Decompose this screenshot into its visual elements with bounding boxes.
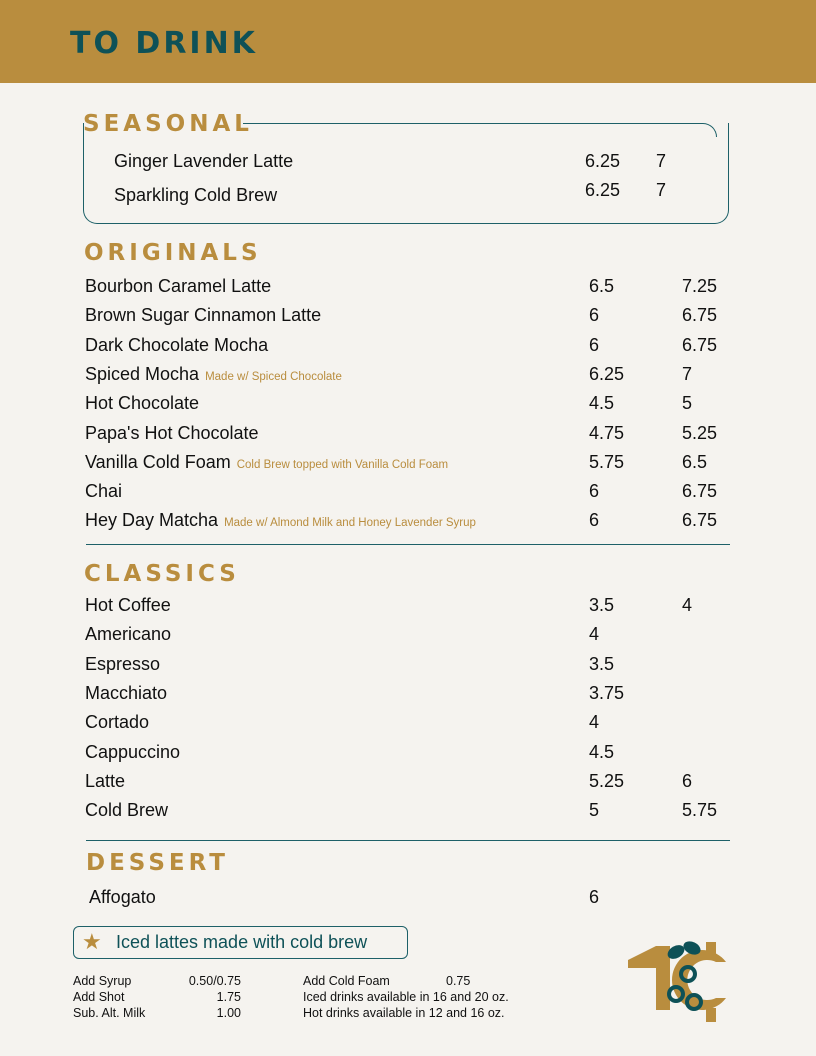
classics-item-price-large: 5.75 — [682, 800, 718, 821]
originals-item — [85, 510, 476, 531]
seasonal-title: SEASONAL — [83, 111, 253, 137]
originals-title: ORIGINALS — [84, 240, 262, 266]
originals-item-name: Hey Day Matcha — [85, 510, 219, 531]
originals-item — [85, 423, 259, 444]
originals-item-price-large: 6.75 — [682, 510, 718, 531]
originals-item-name: Brown Sugar Cinnamon Latte — [85, 305, 322, 326]
extra-price: 0.50/0.75 — [188, 974, 241, 988]
originals-item-price-small: 6.5 — [589, 276, 615, 296]
seasonal-item-name: Sparkling Cold Brew — [114, 185, 278, 205]
hot-size-note: Hot drinks available in 12 and 16 oz. — [303, 1006, 505, 1020]
originals-item-price-large: 5 — [682, 393, 693, 414]
classics-item-price-small: 3.5 — [589, 653, 615, 674]
originals-item-price-small: 5.75 — [589, 451, 625, 472]
iced-size-note: Iced drinks available in 16 and 20 oz. — [303, 990, 509, 1004]
seasonal-item-price-small: 6.25 — [585, 180, 621, 200]
dessert-item-price: 6 — [589, 887, 600, 907]
originals-item — [85, 452, 448, 473]
classics-item-price-large: 6 — [682, 770, 693, 791]
classics-title: CLASSICS — [84, 561, 240, 587]
seasonal-item-price-large: 7 — [656, 151, 667, 171]
originals-item — [85, 335, 268, 356]
divider — [86, 544, 730, 545]
originals-item-name: Bourbon Caramel Latte — [85, 276, 272, 296]
callout-text: Iced lattes made with cold brew — [116, 932, 368, 952]
classics-item-name: Americano — [85, 624, 172, 645]
classics-item-price-small: 4.5 — [589, 741, 615, 762]
classics-item-price-small: 3.5 — [589, 595, 615, 615]
originals-item-note: Cold Brew topped with Vanilla Cold Foam — [236, 458, 449, 471]
classics-item-price-large: 4 — [682, 595, 693, 615]
classics-item-price-small: 3.75 — [589, 682, 625, 703]
originals-item-price-large: 7.25 — [682, 276, 718, 296]
originals-item — [85, 393, 199, 414]
extra-label: Sub. Alt. Milk — [73, 1006, 146, 1020]
dessert-item-name: Affogato — [89, 887, 156, 907]
originals-item-price-small: 4.5 — [589, 393, 615, 414]
originals-item — [85, 276, 271, 297]
dessert-title: DESSERT — [86, 850, 229, 876]
brand-logo-icon — [626, 938, 750, 1028]
originals-item-price-small: 6 — [589, 305, 600, 326]
seasonal-item-price-large: 7 — [656, 180, 667, 200]
extra-price: 1.00 — [216, 1006, 241, 1020]
classics-item-price-small: 4 — [589, 712, 600, 733]
seasonal-box — [83, 123, 729, 224]
star-icon: ★ — [82, 929, 102, 954]
originals-item-price-large: 7 — [682, 363, 693, 384]
originals-item — [85, 364, 342, 385]
originals-item-price-large: 6.75 — [682, 305, 718, 326]
originals-item-price-small: 4.75 — [589, 422, 625, 443]
originals-item-price-small: 6.25 — [589, 363, 625, 384]
originals-item-note: Made w/ Almond Milk and Honey Lavender Syrup — [224, 517, 476, 530]
originals-item-price-large: 5.25 — [682, 422, 718, 443]
divider — [86, 840, 730, 841]
originals-item-name: Papa's Hot Chocolate — [85, 422, 259, 443]
classics-item-price-small: 5 — [589, 800, 600, 821]
originals-item-name: Vanilla Cold Foam — [85, 451, 231, 472]
classics-item-name: Cappuccino — [85, 741, 181, 762]
seasonal-item-price-small: 6.25 — [585, 151, 621, 171]
extra-price: 1.75 — [216, 990, 241, 1004]
classics-item-name: Hot Coffee — [85, 595, 171, 615]
cold-foam-price: 0.75 — [446, 974, 471, 988]
originals-item-name: Spiced Mocha — [85, 363, 200, 384]
extra-label: Add Syrup — [73, 974, 132, 988]
classics-item-name: Latte — [85, 770, 126, 791]
classics-item-name: Macchiato — [85, 682, 168, 703]
originals-item — [85, 305, 321, 326]
originals-item-price-small: 6 — [589, 334, 600, 355]
classics-item-name: Espresso — [85, 653, 161, 674]
originals-item-price-large: 6.5 — [682, 451, 708, 472]
classics-item-name: Cold Brew — [85, 800, 169, 821]
originals-item — [85, 481, 122, 502]
originals-item-price-large: 6.75 — [682, 334, 718, 355]
cold-brew-callout — [73, 926, 408, 959]
extra-label: Add Shot — [73, 990, 125, 1004]
originals-item-price-large: 6.75 — [682, 481, 718, 502]
classics-item-price-small: 5.25 — [589, 770, 625, 791]
originals-item-price-small: 6 — [589, 481, 600, 502]
cold-foam-label: Add Cold Foam — [303, 974, 390, 988]
seasonal-item-name: Ginger Lavender Latte — [114, 151, 294, 171]
header-banner — [0, 0, 816, 83]
originals-item-name: Hot Chocolate — [85, 393, 200, 414]
originals-item-name: Chai — [85, 481, 123, 502]
originals-item-note: Made w/ Spiced Chocolate — [205, 370, 342, 383]
classics-item-name: Cortado — [85, 712, 150, 733]
originals-item-name: Dark Chocolate Mocha — [85, 334, 269, 355]
page-title: TO DRINK — [70, 26, 258, 61]
originals-item-price-small: 6 — [589, 510, 600, 531]
classics-item-price-small: 4 — [589, 624, 600, 645]
